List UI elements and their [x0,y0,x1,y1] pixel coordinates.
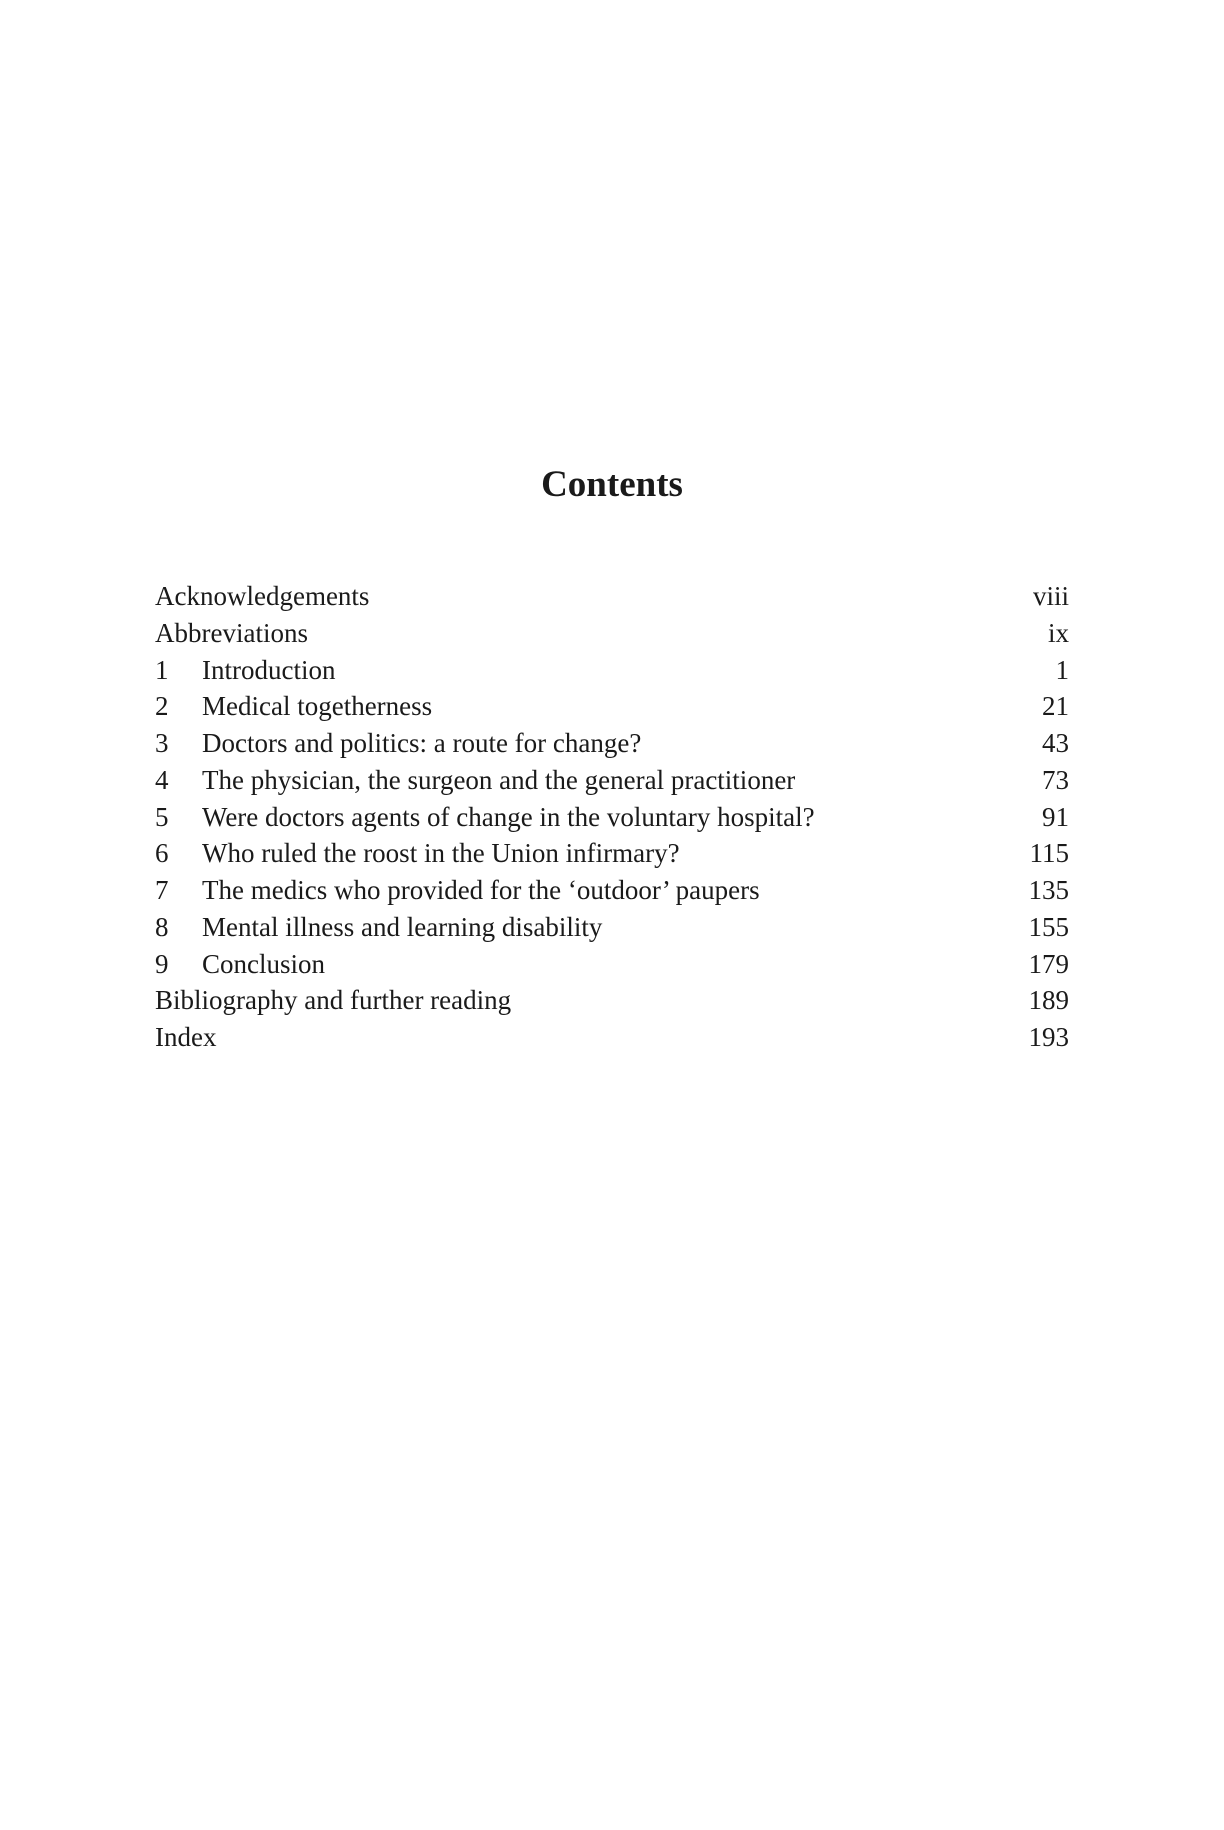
toc-entry-chapter-2 [155,688,1069,725]
toc-entry-page: 91 [1042,801,1069,832]
toc-entry-number: 8 [155,911,169,942]
toc-entry-number: 1 [155,654,169,685]
toc-entry-page: 115 [1029,838,1069,869]
toc-entry-page: 21 [1042,691,1069,722]
toc-entry-bibliography [155,982,1069,1019]
toc-entry-page: 179 [1028,948,1069,979]
toc-entry-number: 6 [155,838,169,869]
toc-entry-number: 4 [155,764,169,795]
toc-entry-label: Abbreviations [155,617,308,648]
toc-entry-page: ix [1047,617,1069,648]
toc-entry-chapter-4 [155,762,1069,799]
toc-entry-label: Who ruled the roost in the Union infirmary? [202,838,680,869]
toc-entry-label: Mental illness and learning disability [202,911,603,942]
toc-entry-number: 9 [155,948,169,979]
toc-entry-index [155,1019,1069,1056]
toc-entry-chapter-7 [155,872,1069,909]
toc-entry-chapter-3 [155,725,1069,762]
toc-entry-page: viii [1032,581,1069,611]
toc-entry-chapter-9 [155,946,1069,983]
toc-entry-chapter-6 [155,835,1069,872]
toc-entry-label: The physician, the surgeon and the general practitioner [202,764,796,795]
toc-entry-label: Introduction [202,654,336,685]
toc-entry-label: The medics who provided for the ‘outdoor’ paupers [202,875,760,905]
toc-entry-page: 193 [1028,1022,1069,1052]
toc-entry-page: 1 [1055,654,1069,685]
toc-entry-page: 43 [1042,728,1069,758]
toc-entry-label: Were doctors agents of change in the voluntary hospital? [202,801,815,832]
toc-entry-chapter-8 [155,909,1069,946]
toc-entry-abbreviations [155,615,1069,652]
toc-entry-label: Doctors and politics: a route for change? [202,728,642,758]
toc-entry-acknowledgements [155,578,1069,615]
toc-entry-label: Acknowledgements [155,581,370,611]
toc-entry-number: 5 [155,801,169,832]
toc-entry-number: 3 [155,728,169,758]
toc-entry-label: Conclusion [202,948,326,979]
table-of-contents [155,578,1069,1056]
toc-entry-label: Bibliography and further reading [155,985,512,1016]
toc-entry-page: 189 [1028,985,1069,1016]
toc-entry-page: 155 [1028,911,1069,942]
page-title: Contents [541,464,683,505]
toc-entry-label: Index [155,1022,217,1052]
toc-entry-page: 73 [1042,764,1069,795]
toc-entry-label: Medical togetherness [202,691,433,722]
toc-entry-page: 135 [1028,875,1069,905]
toc-entry-number: 7 [155,875,169,905]
toc-entry-number: 2 [155,691,169,722]
toc-entry-chapter-5 [155,799,1069,836]
toc-entry-chapter-1 [155,652,1069,689]
